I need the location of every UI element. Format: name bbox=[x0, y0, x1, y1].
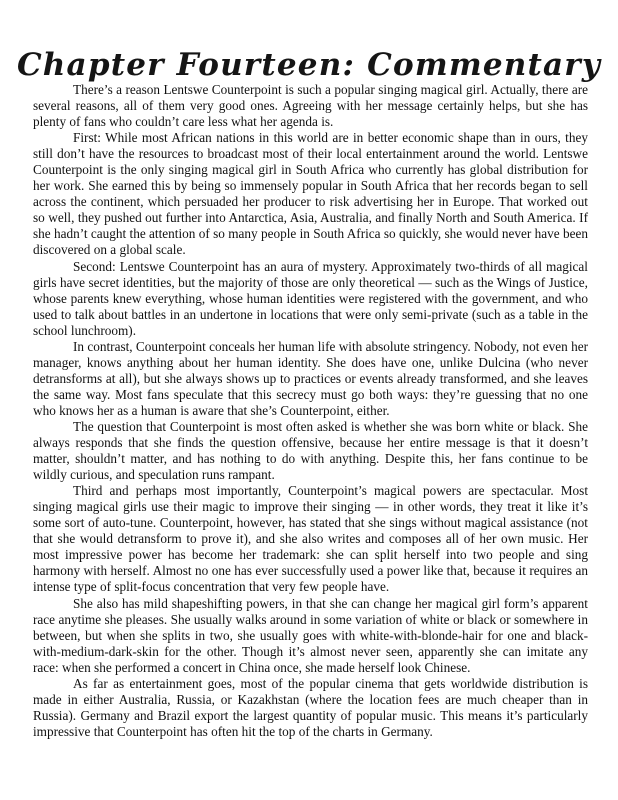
paragraph: Second: Lentswe Counterpoint has an aura of mystery. Approximately two-thirds of all magical girls have secret identities, but the majority of those are only theoretical — such as the Wings of Justice, whose parents knew everything, whose human identities were registered with the government, and who used to talk about battles in an undertone in locations that were only semi-private (such as a table in the school lunchroom). bbox=[33, 258, 588, 338]
paragraph: Third and perhaps most importantly, Counterpoint’s magical powers are spectacular. Most singing magical girls use their magic to improve their singing — in other words, they treat it like it’s some sort of auto-tune. Counterpoint, however, has stated that she sings without magical assistance (not that she would detransform to prove it), and she also writes and composes all of her own music. Her most impressive power has become her trademark: she can split herself into two people and sing harmony with herself. Almost no one has ever successfully used a power like that, because it requires an intense type of split-focus concentration that very few people have. bbox=[33, 483, 588, 595]
paragraph: First: While most African nations in this world are in better economic shape than in ours, they still don’t have the resources to broadcast most of their local entertainment around the world. Lentswe Counterpoint is the only singing magical girl in South Africa who currently has global distribution for her work. She earned this by being so immensely popular in South Africa that her records began to sell across the continent, which persuaded her producer to risk advertising her in Europe. That worked out so well, they pushed out further into Antarctica, Asia, Australia, and finally North and South America. If she hadn’t caught the attention of so many people in South Africa so quickly, she would never have been discovered on a global scale. bbox=[33, 130, 588, 258]
chapter-title: Chapter Fourteen: Commentary bbox=[16, 46, 602, 83]
paragraph: The question that Counterpoint is most often asked is whether she was born white or black. She always responds that she finds the question offensive, because her entire message is that it doesn’t matter, shouldn’t matter, and has nothing to do with anything. Despite this, her fans continue to be wildly curious, and speculation runs rampant. bbox=[33, 418, 588, 483]
paragraph: In contrast, Counterpoint conceals her human life with absolute stringency. Nobody, not even her manager, knows anything about her human identity. She does have one, unlike Dulcina (who never detransforms at all), but she always shows up to practices or events already transformed, and she leaves the same way. Most fans speculate that this secrecy must go both ways: they’re guessing that no one who knows her as a human is aware that she’s Counterpoint, either. bbox=[33, 338, 588, 418]
paragraph: As far as entertainment goes, most of the popular cinema that gets worldwide distribution is made in either Australia, Russia, or Kazakhstan (where the location fees are much cheaper than in Russia). Germany and Brazil export the largest quantity of popular music. This means it’s particularly impressive that Counterpoint has often hit the top of the charts in Germany. bbox=[33, 675, 588, 739]
paragraph: There’s a reason Lentswe Counterpoint is such a popular singing magical girl. Actually, there are several reasons, all of them very good ones. Agreeing with her message certainly helps, but she has plenty of fans who couldn’t care less what her agenda is. bbox=[33, 82, 588, 130]
chapter-body bbox=[33, 82, 588, 740]
paragraph: She also has mild shapeshifting powers, in that she can change her magical girl form’s apparent race anytime she pleases. She usually walks around in some variation of white or black or somewhere in between, but when she splits in two, she usually goes with white-with-blonde-hair for one and black-with-medium-dark-skin for the other. Though it’s almost never seen, apparently she can imitate any race: when she performed a concert in China once, she made herself look Chinese. bbox=[33, 595, 588, 675]
